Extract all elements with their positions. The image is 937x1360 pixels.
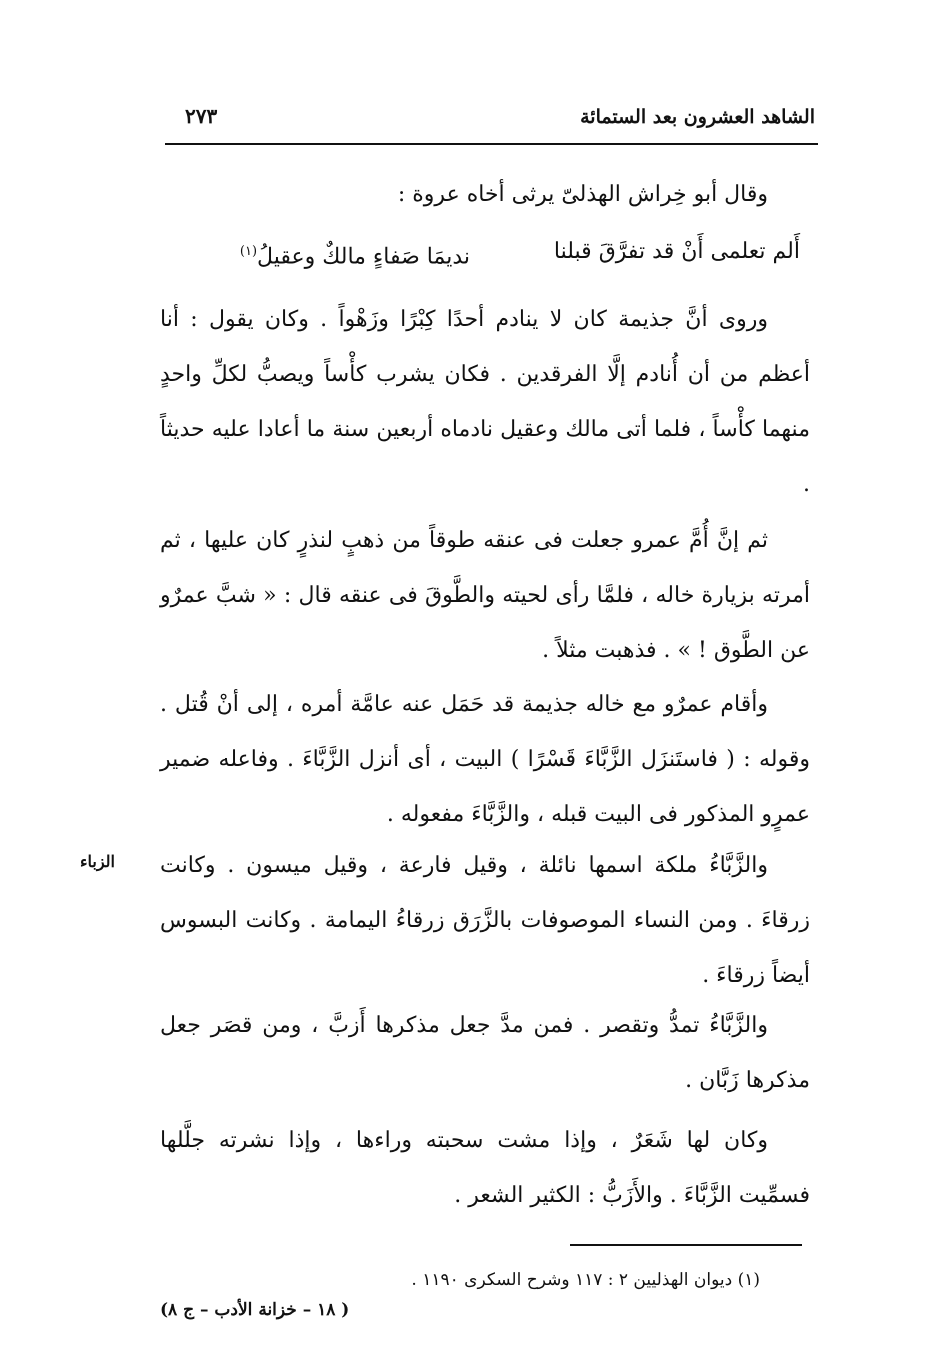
verse-hemistich-2-text: نديمَا صَفاءٍ مالكٌ وعقيلُ — [257, 244, 470, 270]
footnote: (١) ديوان الهذليين ٢ : ١١٧ وشرح السكرى ١١٩٠ . — [411, 1270, 760, 1290]
page-number: ٢٧٣ — [185, 104, 218, 128]
footnote-reference: (١) — [239, 244, 258, 259]
running-title: الشاهد العشرون بعد الستمائة — [580, 106, 815, 128]
paragraph: ثم إنَّ أُمَّ عمرو جعلت فى عنقه طوقاً من ذهبٍ لنذرٍ كان عليها ، ثم أمرته بزيارة خاله ، فلمَّا رأى لحيته والطَّوقَ فى عنقه قال : « شبَّ عمرٌو عن الطَّوق ! » . فذهبت مثلاً . — [160, 528, 810, 663]
paragraph: وروى أنَّ جذيمة كان لا ينادم أحدًا كِبْرًا وزَهْواً . وكان يقول : أنا أعظم من أن أُنادم إلَّا الفرقدين . فكان يشرب كأْساً ويصبُّ لكلِّ واحدٍ منهما كأْساً ، فلما أتى مالك وعقيل نادماه أربعين سنة ما أعادا عليه حديثاً . — [160, 307, 810, 497]
paragraph: وكان لها شَعَرٌ ، وإذا مشت سحبته وراءها ، وإذا نشرته جلَّلها فسمِّيت الزَّبَّاءَ . والأَزَبُّ : الكثير الشعر . — [160, 1128, 810, 1208]
verse-hemistich-1: أَلم تعلمى أَنْ قد تفرَّقَ قبلنا — [553, 239, 800, 264]
margin-note: الزباء — [80, 852, 115, 871]
page-header — [165, 100, 815, 140]
paragraph: وأقام عمرٌو مع خاله جذيمة قد حَمَل عنه عامَّة أمره ، إلى أنْ قُتل . وقوله : ( فاستَنزَل الزَّبَّاءَ قَسْرًا ) البيت ، أى أنزل الزَّبَّاءَ . وفاعله ضمير عمرٍو المذكور فى البيت قبله ، والزَّبَّاءَ مفعوله . — [160, 692, 810, 827]
intro-line: وقال أبو خِراش الهذلىّ يرثى أخاه عروة : — [397, 182, 768, 207]
poem-verse — [180, 232, 810, 272]
signature-mark: ( ١٨ – خزانة الأدب – ج ٨) — [160, 1300, 350, 1320]
footnote-rule — [570, 1244, 802, 1246]
paragraph: والزَّبَّاءُ تمدُّ وتقصر . فمن مدَّ جعل مذكرها أَزبَّ ، ومن قصَر جعل مذكرها زَبَّان . — [160, 1013, 810, 1093]
verse-hemistich-2 — [240, 232, 470, 277]
header-rule — [165, 143, 818, 145]
paragraph: والزَّبَّاءُ ملكة اسمها نائلة ، وقيل فارعة ، وقيل ميسون . وكانت زرقاءَ . ومن النساء الموصوفات بالزَّرَق زرقاءُ اليمامة . وكانت البسوس أيضاً زرقاءَ . — [160, 853, 810, 988]
